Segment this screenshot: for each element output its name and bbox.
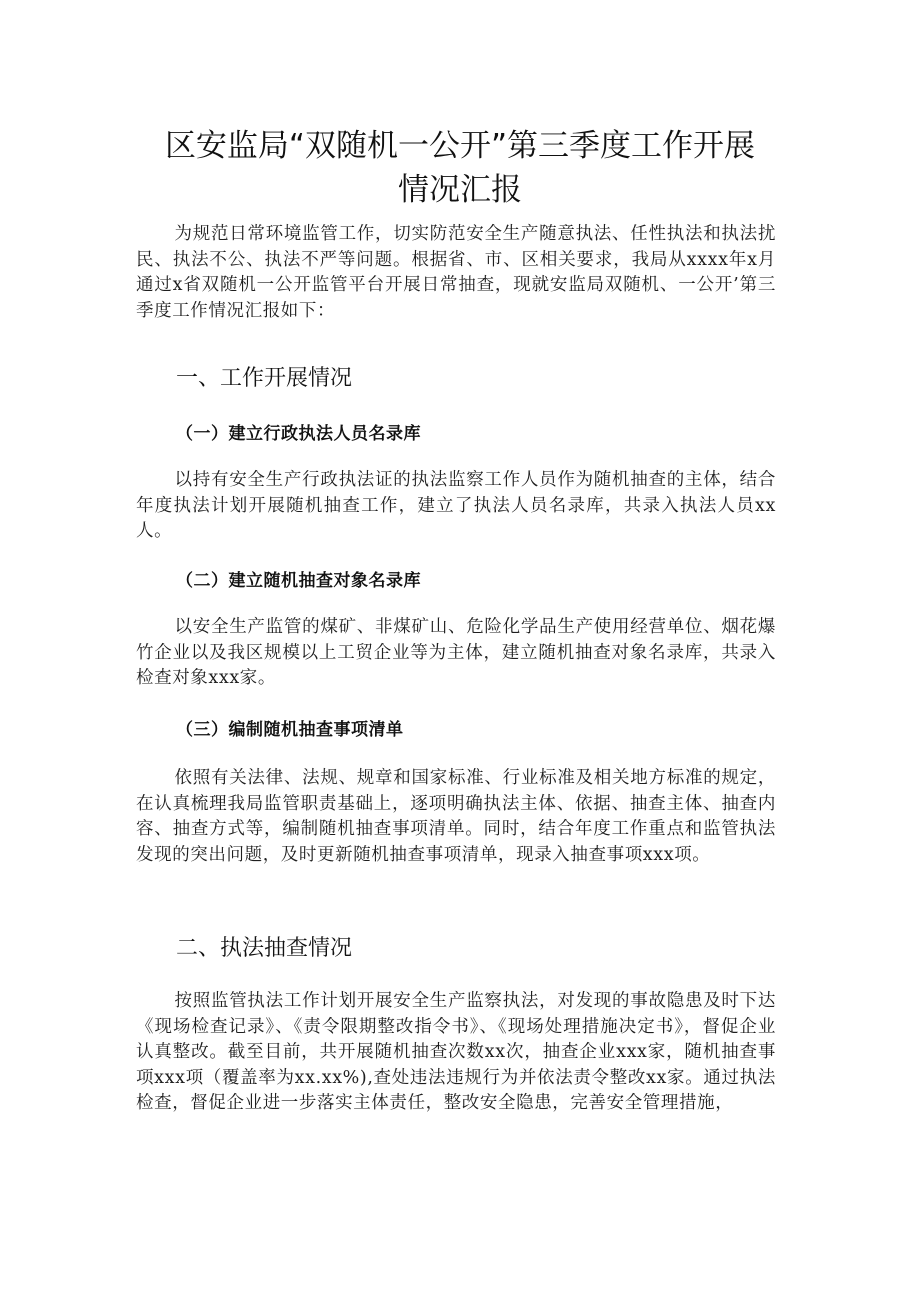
document-title-line-1: 区安监局“双随机一公开”第三季度工作开展 bbox=[164, 128, 756, 164]
subsection-2-heading: （二）建立随机抽查对象名录库 bbox=[176, 571, 421, 591]
subsection-3-heading: （三）编制随机抽查事项清单 bbox=[176, 720, 404, 740]
section-1-heading: 一、工作开展情况 bbox=[176, 366, 353, 391]
subsection-1-body: 以持有安全生产行政执法证的执法监察工作人员作为随机抽查的主体，结合年度执法计划开展随机抽查工作，建立了执法人员名录库，共录入执法人员xx人。 bbox=[136, 470, 776, 542]
section-2-body: 按照监管执法工作计划开展安全生产监察执法，对发现的事故隐患及时下达《现场检查记录》、《责令限期整改指令书》、《现场处理措施决定书》，督促企业认真整改。截至目前，共开展随机抽查次数xx次，抽查企业xxx家，随机抽查事项xxx项（覆盖率为xx.xx%),查处违法违规行为并依法责令整改xx家。通过执法检查，督促企业进一步落实主体责任，整改安全隐患，完善安全管理措施， bbox=[136, 991, 776, 1114]
subsection-3-body: 依照有关法律、法规、规章和国家标准、行业标准及相关地方标准的规定，在认真梳理我局监管职责基础上，逐项明确执法主体、依据、抽查主体、抽查内容、抽查方式等，编制随机抽查事项清单。同时，结合年度工作重点和监管执法发现的突出问题，及时更新随机抽查事项清单，现录入抽查事项xxx项。 bbox=[136, 768, 776, 865]
document-title-line-2: 情况汇报 bbox=[398, 172, 522, 208]
section-2-heading: 二、执法抽查情况 bbox=[176, 936, 353, 961]
subsection-1-heading: （一）建立行政执法人员名录库 bbox=[176, 424, 421, 444]
intro-paragraph: 为规范日常环境监管工作，切实防范安全生产随意执法、任性执法和执法扰民、执法不公、执法不严等问题。根据省、市、区相关要求，我局从xxxx年x月通过x省双随机一公开监管平台开展日常抽查，现就安监局双随机、一公开’第三季度工作情况汇报如下： bbox=[136, 224, 776, 321]
subsection-2-body: 以安全生产监管的煤矿、非煤矿山、危险化学品生产使用经营单位、烟花爆竹企业以及我区规模以上工贸企业等为主体，建立随机抽查对象名录库，共录入检查对象xxx家。 bbox=[136, 617, 776, 689]
